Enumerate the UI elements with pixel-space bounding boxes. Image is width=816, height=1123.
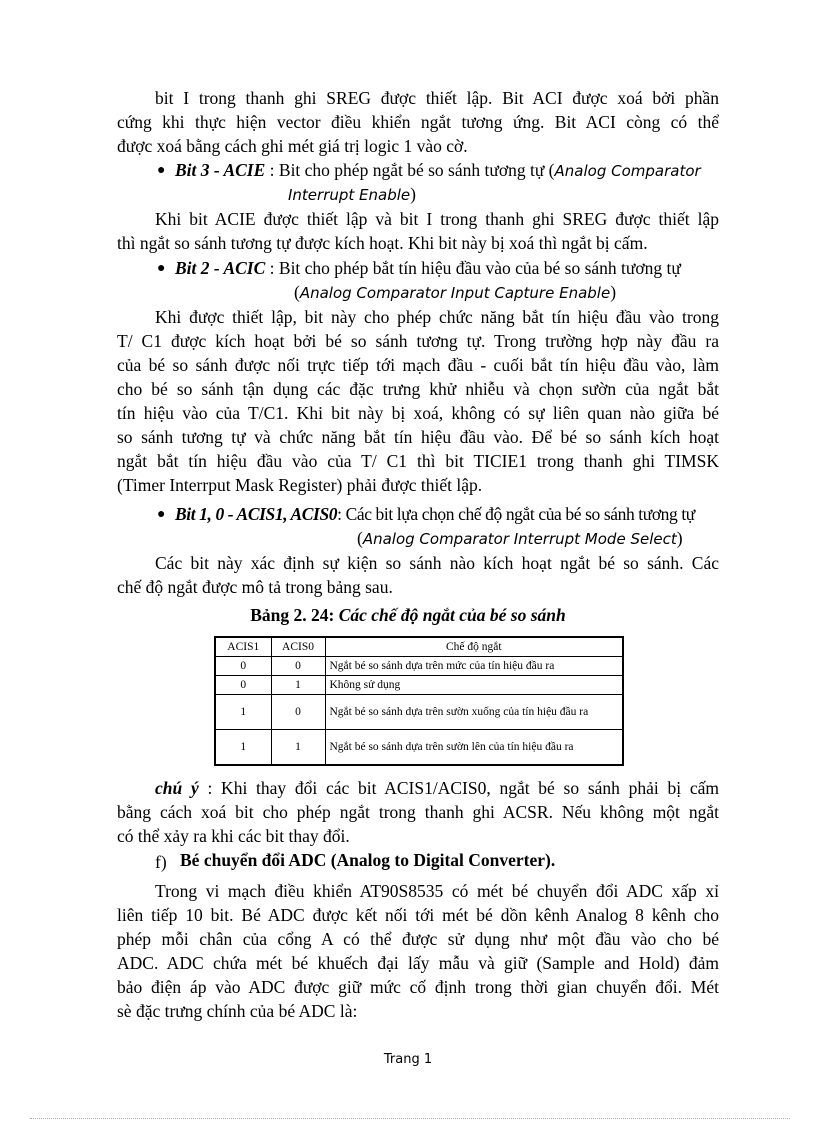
table-cell: 1 (271, 676, 325, 695)
bullet-acic (175, 256, 681, 280)
para2-line-2: thì ngắt so sánh tương tự được kích hoạt. Khi bit này bị xoá thì ngắt bị cấm. (117, 233, 648, 253)
para3-line-7: ngắt bắt tín hiệu đầu vào của T/ C1 thì bit TICIE1 trong thanh ghi TIMSK (117, 451, 719, 471)
bullet-acie-desc: : Bit cho phép ngắt bé so sánh tương tự ( (265, 160, 555, 180)
para5-line-2: liên tiếp 10 bit. Bé ADC được kết nối tới mét bé dồn kênh Analog 8 kênh cho (117, 905, 719, 925)
bullet-icon: ● (157, 261, 166, 276)
para3-line-6: so sánh tương tự và chức năng bắt tín hiệu đầu vào. Để bé so sánh kích hoạt (117, 427, 719, 447)
para1-line-3: được xoá bằng cách ghi mét giá trị logic 1 vào cờ. (117, 136, 468, 156)
para1-line-2: cứng khi thực hiện vector điều khiển ngắt tương ứng. Bit ACI còng có thể (117, 112, 719, 132)
table-row (215, 695, 623, 730)
caption-label: Bảng 2. 24 (250, 605, 329, 625)
bullet-acie (175, 158, 701, 183)
table-cell: 1 (215, 730, 271, 766)
table-cell: Ngắt bé so sánh dựa trên mức của tín hiệu đầu ra (325, 657, 623, 676)
bullet-acis-desc: : Các bit lựa chọn chế độ ngắt của bé so sánh tương tự (337, 504, 695, 524)
table-header-cell: ACIS1 (215, 637, 271, 657)
bullet-acis-close: ) (676, 528, 683, 548)
bullet-acic-desc: : Bit cho phép bắt tín hiệu đầu vào của bé so sánh tương tự (265, 258, 681, 278)
page-footer: Trang 1 (383, 1052, 433, 1067)
caption-title: Các chế độ ngắt của bé so sánh (338, 605, 566, 625)
para3-line-1: Khi được thiết lập, bit này cho phép chức năng bắt tín hiệu đầu vào trong (155, 307, 719, 327)
bullet-acie-eng: Analog Comparator (554, 162, 701, 180)
bullet-icon: ● (157, 507, 166, 522)
bullet-acis (175, 502, 695, 526)
bullet-acie-line-2 (288, 182, 416, 207)
bullet-acis-eng: Analog Comparator Interrupt Mode Select (362, 530, 677, 548)
table-cell: 0 (215, 657, 271, 676)
note-line-3: có thể xảy ra khi các bit thay đổi. (117, 826, 350, 846)
table-row (215, 657, 623, 676)
para4-line-1: Các bit này xác định sự kiện so sánh nào kích hoạt ngắt bé so sánh. Các (155, 553, 719, 573)
table-row (215, 730, 623, 766)
section-title: Bé chuyển đổi ADC (Analog to Digital Converter). (180, 850, 556, 870)
table-row (215, 676, 623, 695)
table-cell: 0 (215, 676, 271, 695)
bullet-acie-term: Bit 3 - ACIE (175, 160, 266, 180)
bullet-acis-line-2 (357, 526, 683, 551)
table-header-cell: Chế độ ngắt (325, 637, 623, 657)
note-label: chú ý (155, 778, 199, 798)
bullet-acic-close: ) (610, 282, 617, 302)
para5-line-3: phép mỗi chân của cổng A có thể được sử dụng như một đầu vào cho bé (117, 929, 719, 949)
note-line-2: bằng cách xoá bit cho phép ngắt trong thanh ghi ACSR. Nếu không một ngắt (117, 802, 719, 822)
table-cell: Ngắt bé so sánh dựa trên sườn lên của tín hiệu đầu ra (325, 730, 623, 766)
bullet-acic-open: ( (294, 282, 300, 302)
para3-line-8: (Timer Interrput Mask Register) phải được thiết lập. (117, 475, 483, 495)
bullet-acie-eng2: Interrupt Enable (288, 186, 411, 204)
note-line-1 (155, 776, 719, 800)
section-marker: f) (155, 852, 167, 872)
page-bottom-rule (30, 1118, 790, 1119)
para4-line-2: chế độ ngắt được mô tả trong bảng sau. (117, 577, 393, 597)
table-caption (0, 605, 816, 626)
para5-line-1: Trong vi mạch điều khiển AT90S8535 có mét bé chuyển đổi ADC xấp xỉ (155, 881, 719, 901)
table-cell: 0 (271, 695, 325, 730)
acis-mode-table (214, 636, 624, 766)
bullet-acic-line-2 (294, 280, 616, 305)
bullet-acic-term: Bit 2 - ACIC (175, 258, 266, 278)
bullet-icon: ● (157, 163, 166, 178)
para2-line-1: Khi bit ACIE được thiết lập và bit I trong thanh ghi SREG được thiết lập (155, 209, 719, 229)
bullet-acis-open: ( (357, 528, 363, 548)
caption-sep: : (328, 605, 339, 625)
table-cell: Không sử dụng (325, 676, 623, 695)
table-cell: 0 (271, 657, 325, 676)
bullet-acie-close: ) (410, 184, 416, 204)
para1-line-1: bit I trong thanh ghi SREG được thiết lập. Bit ACI được xoá bởi phần (155, 88, 719, 108)
table-header-cell: ACIS0 (271, 637, 325, 657)
table-cell: Ngắt bé so sánh dựa trên sườn xuống của tín hiệu đầu ra (325, 695, 623, 730)
para3-line-5: tín hiệu vào của T/C1. Khi bit này bị xoá, không có sự liên quan nào giữa bé (117, 403, 719, 423)
table-header-row (215, 637, 623, 657)
table-cell: 1 (271, 730, 325, 766)
bullet-acis-term: Bit 1, 0 - ACIS1, ACIS0 (175, 504, 338, 524)
note-text: : Khi thay đổi các bit ACIS1/ACIS0, ngắt bé so sánh phải bị cấm (198, 778, 719, 798)
table-cell: 1 (215, 695, 271, 730)
para3-line-2: T/ C1 được kích hoạt bởi bé so sánh tương tự. Trong trường hợp này đầu ra (117, 331, 719, 351)
bullet-acic-eng: Analog Comparator Input Capture Enable (299, 284, 611, 302)
para5-line-6: sè đặc trưng chính của bé ADC là: (117, 1001, 358, 1021)
para3-line-4: cho bé so sánh tận dụng các đặc trưng khử nhiễu và chọn sườn của ngắt bắt (117, 379, 719, 399)
para5-line-4: ADC. ADC chứa mét bé khuếch đại lấy mẫu và giữ (Sample and Hold) đảm (117, 953, 719, 973)
para5-line-5: bảo điện áp vào ADC được giữ mức cố định trong thời gian chuyển đổi. Mét (117, 977, 719, 997)
para3-line-3: của bé so sánh được nối trực tiếp tới mạch đầu - cuối bắt tín hiệu đầu vào, làm (117, 355, 719, 375)
